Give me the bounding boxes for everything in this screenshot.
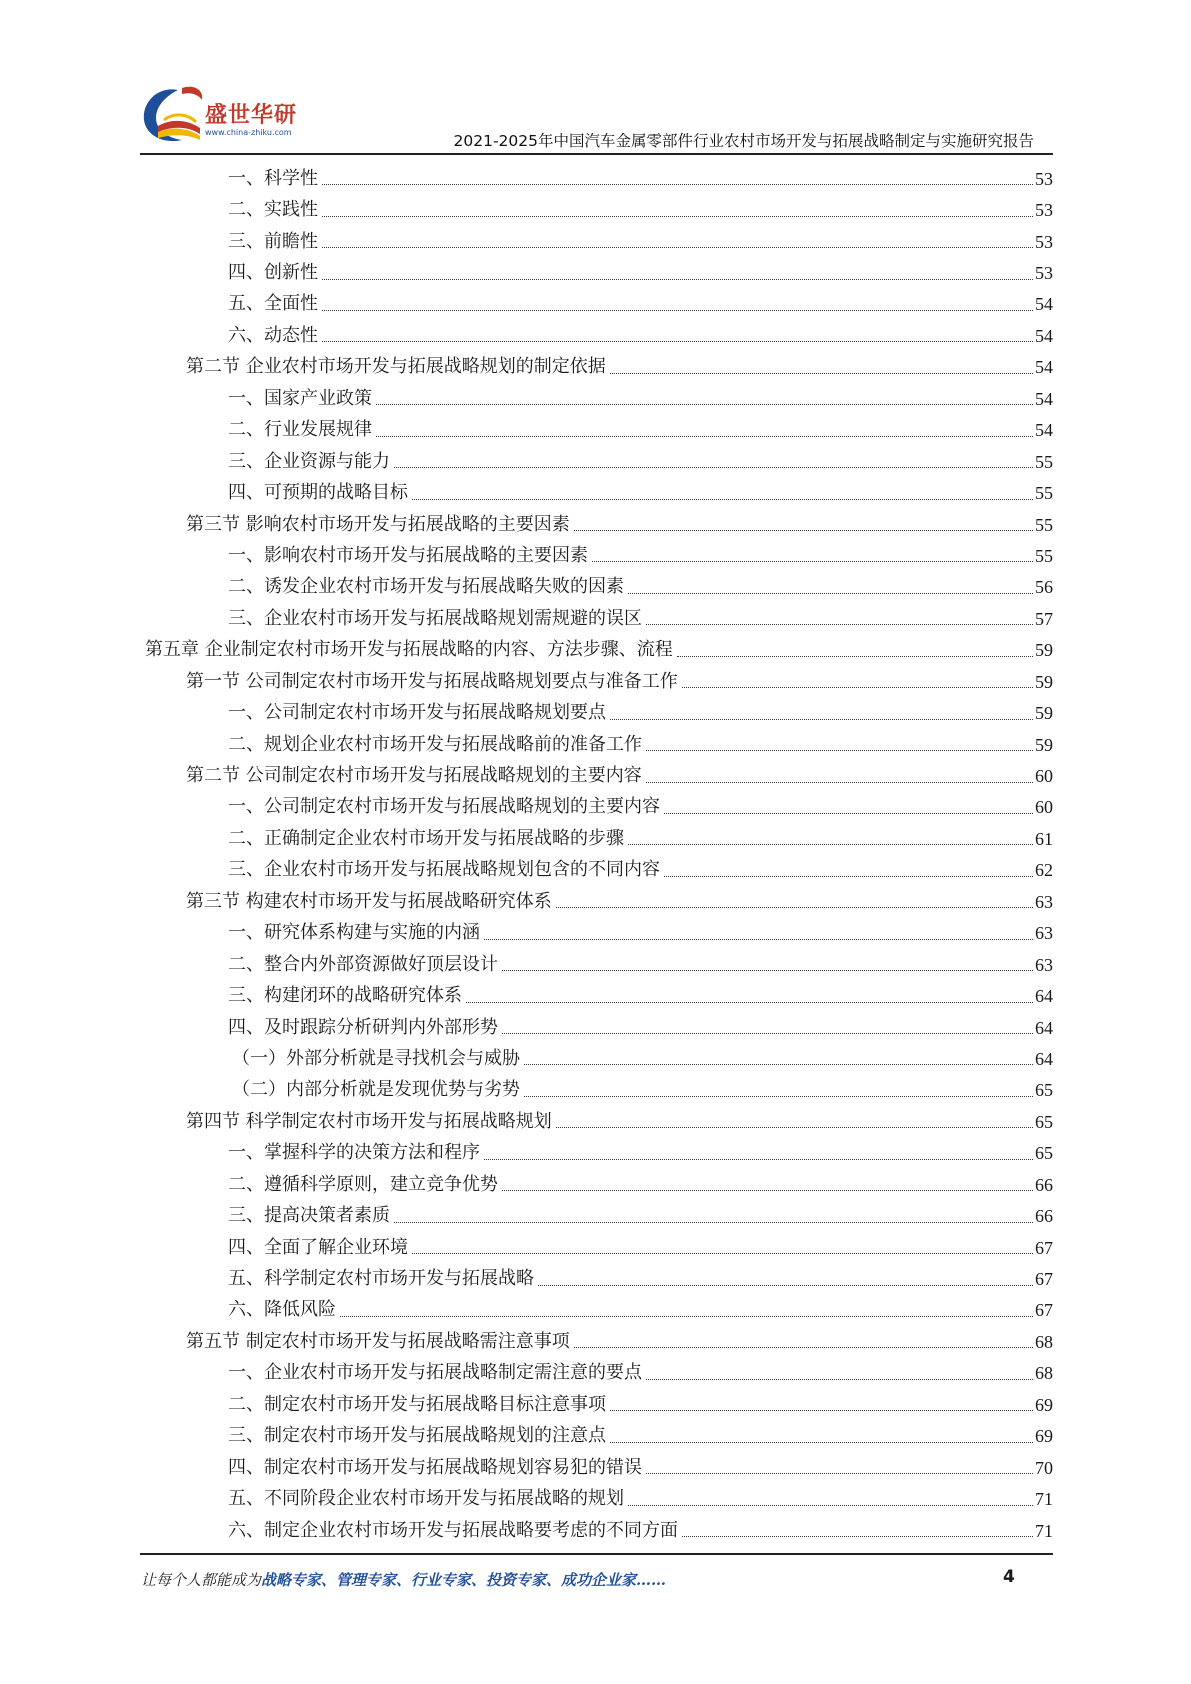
toc-entry-page: 59 xyxy=(1035,734,1053,755)
toc-entry-page: 53 xyxy=(1035,231,1053,252)
toc-entry-page: 60 xyxy=(1035,797,1053,818)
toc-entry-page: 66 xyxy=(1035,1206,1053,1227)
toc-entry-label: 五、全面性 xyxy=(228,293,318,315)
toc-entry-page: 65 xyxy=(1035,1111,1053,1132)
toc-entry[interactable] xyxy=(232,1043,1053,1074)
toc-entry-page: 71 xyxy=(1035,1520,1053,1541)
toc-entry-page: 65 xyxy=(1035,1143,1053,1164)
toc-leader-dots xyxy=(322,184,1033,185)
toc-leader-dots xyxy=(610,1410,1033,1411)
toc-entry[interactable] xyxy=(145,635,1053,666)
toc-entry-label: 第一节 公司制定农村市场开发与拓展战略规划要点与准备工作 xyxy=(186,670,678,692)
toc-entry-label: 二、诱发企业农村市场开发与拓展战略失败的因素 xyxy=(228,576,624,598)
toc-leader-dots xyxy=(664,813,1033,814)
toc-entry-page: 63 xyxy=(1035,923,1053,944)
toc-entry[interactable] xyxy=(228,1421,1053,1452)
toc-entry-label: 二、实践性 xyxy=(228,199,318,221)
toc-entry-page: 59 xyxy=(1035,640,1053,661)
toc-entry-page: 56 xyxy=(1035,577,1053,598)
toc-entry[interactable] xyxy=(228,1012,1053,1043)
toc-entry-page: 55 xyxy=(1035,514,1053,535)
toc-leader-dots xyxy=(322,310,1033,311)
toc-entry[interactable] xyxy=(228,855,1053,886)
toc-leader-dots xyxy=(628,1505,1033,1506)
toc-entry[interactable] xyxy=(186,886,1053,917)
toc-leader-dots xyxy=(628,844,1033,845)
toc-entry-label: 一、影响农村市场开发与拓展战略的主要因素 xyxy=(228,544,588,566)
toc-entry[interactable] xyxy=(186,1106,1053,1137)
toc-leader-dots xyxy=(322,341,1033,342)
toc-entry-label: 一、公司制定农村市场开发与拓展战略规划的主要内容 xyxy=(228,796,660,818)
toc-entry-label: 五、科学制定农村市场开发与拓展战略 xyxy=(228,1268,534,1290)
toc-leader-dots xyxy=(646,782,1033,783)
toc-entry-page: 54 xyxy=(1035,294,1053,315)
toc-entry-label: 四、全面了解企业环境 xyxy=(228,1236,408,1258)
toc-entry-label: 第三节 影响农村市场开发与拓展战略的主要因素 xyxy=(186,513,570,535)
toc-entry[interactable] xyxy=(228,320,1053,351)
toc-entry[interactable] xyxy=(186,352,1053,383)
toc-entry-page: 55 xyxy=(1035,451,1053,472)
toc-entry-page: 63 xyxy=(1035,891,1053,912)
toc-entry[interactable] xyxy=(228,1169,1053,1200)
page-header xyxy=(0,0,1191,155)
toc-entry[interactable] xyxy=(228,572,1053,603)
toc-leader-dots xyxy=(502,1033,1033,1034)
toc-entry[interactable] xyxy=(228,1263,1053,1294)
toc-entry-label: 五、不同阶段企业农村市场开发与拓展战略的规划 xyxy=(228,1488,624,1510)
toc-entry[interactable] xyxy=(186,1326,1053,1357)
toc-entry-label: 第二节 企业农村市场开发与拓展战略规划的制定依据 xyxy=(186,356,606,378)
toc-entry-label: 四、及时跟踪分析研判内外部形势 xyxy=(228,1016,498,1038)
toc-entry-label: 三、提高决策者素质 xyxy=(228,1205,390,1227)
toc-entry-page: 62 xyxy=(1035,860,1053,881)
toc-entry-label: 一、公司制定农村市场开发与拓展战略规划要点 xyxy=(228,702,606,724)
toc-leader-dots xyxy=(628,593,1033,594)
toc-entry[interactable] xyxy=(228,1358,1053,1389)
toc-entry-label: 三、企业资源与能力 xyxy=(228,450,390,472)
toc-entry-page: 69 xyxy=(1035,1394,1053,1415)
toc-entry-label: 一、掌握科学的决策方法和程序 xyxy=(228,1142,480,1164)
toc-leader-dots xyxy=(322,216,1033,217)
toc-entry[interactable] xyxy=(228,289,1053,320)
toc-entry[interactable] xyxy=(228,540,1053,571)
toc-leader-dots xyxy=(524,1096,1033,1097)
toc-entry[interactable] xyxy=(228,1389,1053,1420)
toc-entry[interactable] xyxy=(228,603,1053,634)
toc-entry[interactable] xyxy=(228,823,1053,854)
toc-entry-page: 67 xyxy=(1035,1237,1053,1258)
toc-entry[interactable] xyxy=(228,949,1053,980)
toc-leader-dots xyxy=(610,373,1033,374)
toc-entry[interactable] xyxy=(186,509,1053,540)
toc-entry[interactable] xyxy=(228,1138,1053,1169)
toc-leader-dots xyxy=(646,624,1033,625)
toc-leader-dots xyxy=(646,750,1033,751)
toc-entry-page: 71 xyxy=(1035,1489,1053,1510)
toc-entry-label: 一、科学性 xyxy=(228,167,318,189)
toc-entry-page: 64 xyxy=(1035,1017,1053,1038)
toc-entry[interactable] xyxy=(186,666,1053,697)
logo-text: 盛世华研 xyxy=(205,103,298,128)
toc-entry-label: 第五章 企业制定农村市场开发与拓展战略的内容、方法步骤、流程 xyxy=(145,639,673,661)
toc-entry-label: 六、降低风险 xyxy=(228,1299,336,1321)
logo-url: www.china-zhiku.com xyxy=(205,128,292,137)
toc-entry[interactable] xyxy=(232,1075,1053,1106)
toc-entry-page: 55 xyxy=(1035,483,1053,504)
toc-entry[interactable] xyxy=(228,257,1053,288)
toc-entry-label: 六、制定企业农村市场开发与拓展战略要考虑的不同方面 xyxy=(228,1519,678,1541)
toc-entry-label: （一）外部分析就是寻找机会与威胁 xyxy=(232,1047,520,1069)
toc-entry-page: 67 xyxy=(1035,1300,1053,1321)
toc-entry-label: 三、构建闭环的战略研究体系 xyxy=(228,985,462,1007)
toc-entry-page: 64 xyxy=(1035,986,1053,1007)
toc-leader-dots xyxy=(677,656,1033,657)
toc-entry[interactable] xyxy=(228,697,1053,728)
toc-entry[interactable] xyxy=(228,729,1053,760)
toc-entry-page: 57 xyxy=(1035,608,1053,629)
toc-leader-dots xyxy=(524,1064,1033,1065)
toc-entry-page: 54 xyxy=(1035,388,1053,409)
toc-entry-label: 第四节 科学制定农村市场开发与拓展战略规划 xyxy=(186,1110,552,1132)
toc-entry-label: 三、企业农村市场开发与拓展战略规划需规避的误区 xyxy=(228,607,642,629)
footer-slogan-highlight: 战略专家、管理专家、行业专家、投资专家、成功企业家…… xyxy=(261,1571,667,1589)
toc-entry[interactable] xyxy=(228,1515,1053,1546)
toc-entry-page: 68 xyxy=(1035,1363,1053,1384)
toc-leader-dots xyxy=(574,530,1033,531)
footer-divider xyxy=(140,1553,1053,1555)
toc-entry-page: 59 xyxy=(1035,703,1053,724)
toc-entry-page: 53 xyxy=(1035,263,1053,284)
toc-leader-dots xyxy=(502,970,1033,971)
toc-entry-label: 二、遵循科学原则，建立竞争优势 xyxy=(228,1173,498,1195)
toc-entry[interactable] xyxy=(228,1200,1053,1231)
toc-entry-label: 二、整合内外部资源做好顶层设计 xyxy=(228,953,498,975)
toc-entry-label: 一、研究体系构建与实施的内涵 xyxy=(228,922,480,944)
toc-entry-page: 60 xyxy=(1035,766,1053,787)
toc-entry-label: 一、企业农村市场开发与拓展战略制定需注意的要点 xyxy=(228,1362,642,1384)
toc-entry[interactable] xyxy=(228,415,1053,446)
toc-leader-dots xyxy=(592,561,1033,562)
toc-entry-label: 四、可预期的战略目标 xyxy=(228,482,408,504)
toc-entry-label: 六、动态性 xyxy=(228,324,318,346)
toc-leader-dots xyxy=(394,467,1033,468)
toc-entry-label: 三、前瞻性 xyxy=(228,230,318,252)
toc-entry-label: 二、正确制定企业农村市场开发与拓展战略的步骤 xyxy=(228,827,624,849)
toc-entry-page: 68 xyxy=(1035,1331,1053,1352)
toc-entry[interactable] xyxy=(228,163,1053,194)
toc-entry-page: 59 xyxy=(1035,671,1053,692)
toc-leader-dots xyxy=(610,1442,1033,1443)
toc-leader-dots xyxy=(484,939,1033,940)
toc-entry-page: 65 xyxy=(1035,1080,1053,1101)
toc-leader-dots xyxy=(556,1127,1033,1128)
toc-entry-page: 67 xyxy=(1035,1269,1053,1290)
toc-entry-page: 54 xyxy=(1035,325,1053,346)
toc-entry-label: 第五节 制定农村市场开发与拓展战略需注意事项 xyxy=(186,1330,570,1352)
toc-entry[interactable] xyxy=(228,383,1053,414)
toc-entry-label: 第三节 构建农村市场开发与拓展战略研究体系 xyxy=(186,890,552,912)
toc-leader-dots xyxy=(574,1347,1033,1348)
toc-leader-dots xyxy=(412,1253,1033,1254)
toc-leader-dots xyxy=(412,499,1033,500)
toc-entry[interactable] xyxy=(228,792,1053,823)
toc-entry-page: 69 xyxy=(1035,1426,1053,1447)
footer-slogan-prefix: 让每个人都能成为 xyxy=(141,1571,262,1589)
toc-entry-label: 三、企业农村市场开发与拓展战略规划包含的不同内容 xyxy=(228,859,660,881)
toc-entry-page: 55 xyxy=(1035,545,1053,566)
table-of-contents xyxy=(0,163,1191,1546)
toc-leader-dots xyxy=(322,247,1033,248)
toc-leader-dots xyxy=(466,1002,1033,1003)
toc-leader-dots xyxy=(340,1316,1033,1317)
toc-entry[interactable] xyxy=(228,446,1053,477)
toc-entry-label: 二、制定农村市场开发与拓展战略目标注意事项 xyxy=(228,1393,606,1415)
header-divider xyxy=(140,153,1053,155)
toc-entry-label: 一、国家产业政策 xyxy=(228,387,372,409)
toc-entry-label: 三、制定农村市场开发与拓展战略规划的注意点 xyxy=(228,1425,606,1447)
toc-leader-dots xyxy=(646,1379,1033,1380)
toc-entry-page: 54 xyxy=(1035,420,1053,441)
toc-entry[interactable] xyxy=(186,760,1053,791)
page-number: 4 xyxy=(1003,1567,1015,1587)
footer-slogan xyxy=(141,1569,666,1590)
toc-entry-label: 第二节 公司制定农村市场开发与拓展战略规划的主要内容 xyxy=(186,765,642,787)
toc-entry-page: 64 xyxy=(1035,1048,1053,1069)
toc-leader-dots xyxy=(682,687,1033,688)
toc-entry-page: 63 xyxy=(1035,954,1053,975)
toc-leader-dots xyxy=(322,279,1033,280)
toc-entry-label: 二、行业发展规律 xyxy=(228,419,372,441)
toc-entry[interactable] xyxy=(228,980,1053,1011)
toc-entry-label: （二）内部分析就是发现优势与劣势 xyxy=(232,1079,520,1101)
toc-entry-page: 66 xyxy=(1035,1174,1053,1195)
toc-entry-page: 53 xyxy=(1035,168,1053,189)
toc-leader-dots xyxy=(646,1473,1033,1474)
toc-entry-label: 二、规划企业农村市场开发与拓展战略前的准备工作 xyxy=(228,733,642,755)
toc-leader-dots xyxy=(538,1285,1033,1286)
toc-entry[interactable] xyxy=(228,226,1053,257)
toc-leader-dots xyxy=(376,404,1033,405)
toc-leader-dots xyxy=(682,1536,1033,1537)
toc-leader-dots xyxy=(394,1222,1033,1223)
toc-entry-label: 四、制定农村市场开发与拓展战略规划容易犯的错误 xyxy=(228,1456,642,1478)
toc-entry-page: 54 xyxy=(1035,357,1053,378)
toc-entry[interactable] xyxy=(228,1483,1053,1514)
toc-leader-dots xyxy=(610,719,1033,720)
toc-entry[interactable] xyxy=(228,477,1053,508)
toc-leader-dots xyxy=(376,436,1033,437)
toc-entry[interactable] xyxy=(228,1232,1053,1263)
toc-leader-dots xyxy=(664,876,1033,877)
toc-entry-page: 70 xyxy=(1035,1457,1053,1478)
toc-entry[interactable] xyxy=(228,1452,1053,1483)
toc-leader-dots xyxy=(484,1159,1033,1160)
toc-entry-label: 四、创新性 xyxy=(228,262,318,284)
toc-leader-dots xyxy=(502,1190,1033,1191)
toc-entry[interactable] xyxy=(228,1295,1053,1326)
toc-entry[interactable] xyxy=(228,918,1053,949)
toc-entry[interactable] xyxy=(228,194,1053,225)
toc-leader-dots xyxy=(556,907,1033,908)
toc-entry-page: 53 xyxy=(1035,200,1053,221)
toc-entry-page: 61 xyxy=(1035,828,1053,849)
report-title: 2021-2025年中国汽车金属零部件行业农村市场开发与拓展战略制定与实施研究报告 xyxy=(453,132,1034,150)
